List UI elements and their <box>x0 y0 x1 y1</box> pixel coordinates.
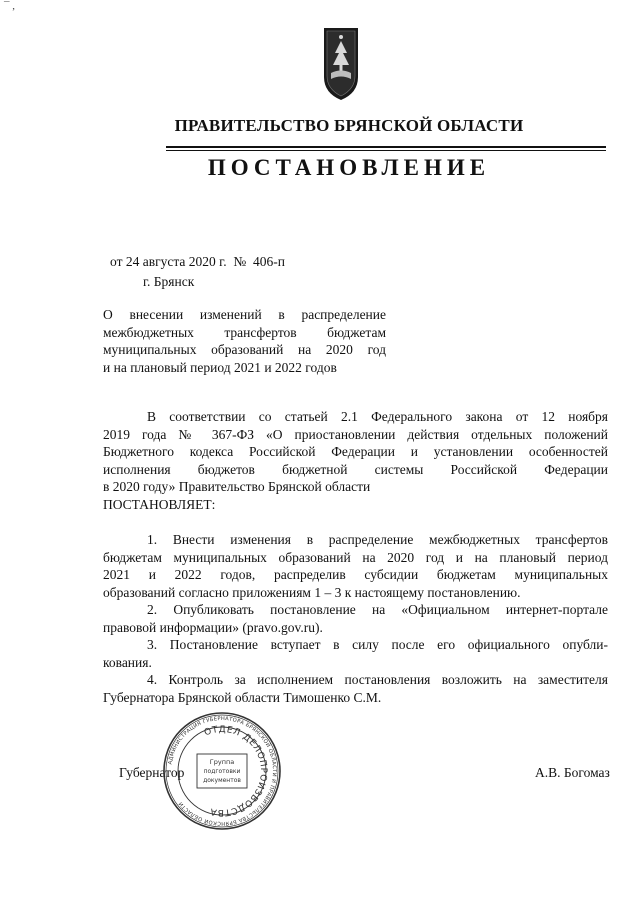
clause-line: 2021 и 2022 годов, распределив субсидии бюджетам муниципальных <box>103 567 608 582</box>
clause-line: образований согласно приложениям 1 – 3 к настоящему постановлению. <box>103 584 521 600</box>
header-rule-thick <box>166 146 606 148</box>
clause-line: бюджетам муниципальных образований на 2020 год и на плановый период <box>103 549 608 565</box>
stamp-center-line: документов <box>203 777 241 784</box>
clause-line: 3. Постановление вступает в силу после его официального опубли- <box>147 637 608 652</box>
clause-line: 4. Контроль за исполнением постановления возложить на заместителя <box>147 672 608 687</box>
government-title: ПРАВИТЕЛЬСТВО БРЯНСКОЙ ОБЛАСТИ <box>174 116 524 135</box>
stamp-outer-text: АДМИНИСТРАЦИЯ ГУБЕРНАТОРА БРЯНСКОЙ ОБЛАСТИ И ПРАВИТЕЛЬСТВА БРЯНСКОЙ ОБЛАСТИ <box>167 715 278 827</box>
stamp-center-line: подготовки <box>203 768 241 775</box>
resolves-line: ПОСТАНОВЛЯЕТ: <box>103 496 216 512</box>
clause-line: Губернатора Брянской области Тимошенко С.М. <box>103 689 382 705</box>
clause-line: 1. Внести изменения в распределение межбюджетных трансфертов <box>147 532 608 547</box>
stamp-center-line: Группа <box>209 758 235 766</box>
subject-block <box>103 306 386 376</box>
city-line: г. Брянск <box>143 274 195 289</box>
clause-3 <box>103 636 608 671</box>
clause-line: правовой информации» (pravo.gov.ru). <box>103 619 323 635</box>
subject-line: и на плановый период 2021 и 2022 годов <box>103 359 337 375</box>
clause-line: 2. Опубликовать постановление на «Официальном интернет-портале <box>147 602 608 617</box>
preamble <box>103 408 608 513</box>
subject-line: О внесении изменений в распределение <box>103 307 386 322</box>
document-type: ПОСТАНОВЛЕНИЕ <box>207 155 491 180</box>
header-rule-thin <box>166 150 606 151</box>
preamble-line: В соответствии со статьей 2.1 Федерального закона от 12 ноября <box>147 409 608 424</box>
preamble-line: исполнения бюджетов бюджетной системы Российской Федерации <box>103 461 608 477</box>
date-number-line: от 24 августа 2020 г. № 406-п <box>110 254 285 269</box>
preamble-line: 2019 года № 367-ФЗ «О приостановлении действия отдельных положений <box>103 426 608 442</box>
clause-1 <box>103 531 608 601</box>
signer-title: Губернатор <box>119 765 185 780</box>
clause-4 <box>103 671 608 706</box>
office-stamp <box>162 710 282 832</box>
signer-name: А.В. Богомаз <box>535 765 610 780</box>
stamp-middle-text: ОТДЕЛ ДЕЛОПРОИЗВОДСТВА <box>203 724 269 818</box>
clause-line: кования. <box>103 654 152 670</box>
preamble-line: в 2020 году» Правительство Брянской области <box>103 479 371 494</box>
subject-line: муниципальных образований на 2020 год <box>103 342 386 357</box>
subject-line: межбюджетных трансфертов бюджетам <box>103 324 386 340</box>
preamble-line: Бюджетного кодекса Российской Федерации и установлении особенностей <box>103 444 608 459</box>
corner-mark: ¯ , <box>4 0 15 12</box>
coat-of-arms-icon <box>321 25 361 103</box>
clause-2 <box>103 601 608 636</box>
